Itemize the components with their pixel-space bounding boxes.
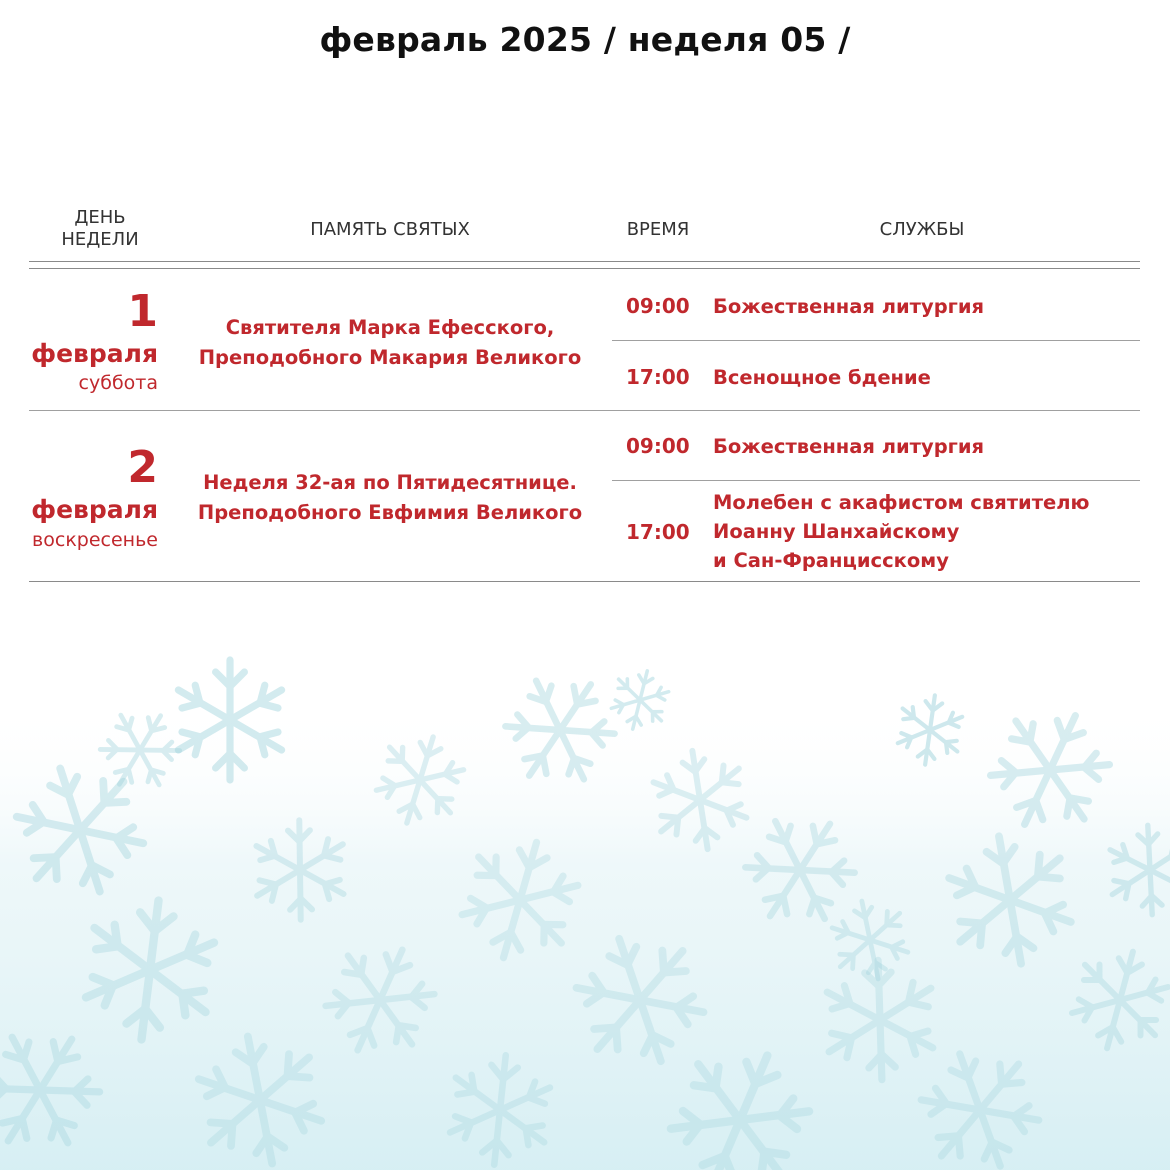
day-month: февраля [31, 495, 158, 524]
service-time: 17:00 [626, 520, 690, 544]
saints-line: Преподобного Макария Великого [198, 346, 582, 369]
service-name: Божественная литургия [713, 295, 985, 318]
service-name-line: Молебен с акафистом святителю [713, 491, 1090, 514]
page-title: февраль 2025 / неделя 05 / [319, 20, 851, 59]
day-weekday: воскресенье [32, 529, 158, 551]
header-day-line1: ДЕНЬ [74, 207, 126, 228]
header-rule-top [29, 261, 1140, 262]
service-time: 17:00 [626, 365, 690, 389]
saints-line: Неделя 32-ая по Пятидесятнице. [203, 471, 577, 494]
service-time: 09:00 [626, 434, 690, 458]
day-weekday: суббота [78, 372, 158, 394]
saints-memory [190, 313, 590, 373]
header-rule-bottom [29, 268, 1140, 269]
day-month: февраля [31, 339, 158, 368]
service-name-line: Иоанну Шанхайскому [713, 520, 960, 543]
snowflakes-decoration [0, 640, 1170, 1170]
service-time: 09:00 [626, 294, 690, 318]
saints-line: Преподобного Евфимия Великого [197, 501, 583, 524]
day-number: 1 [127, 286, 158, 337]
saints-memory [190, 468, 590, 528]
service-name [713, 488, 1133, 575]
header-time: ВРЕМЯ [626, 219, 690, 240]
service-name: Всенощное бдение [713, 366, 931, 389]
service-divider [612, 480, 1140, 481]
service-divider [612, 340, 1140, 341]
service-name: Божественная литургия [713, 435, 985, 458]
day-divider [29, 410, 1140, 411]
saints-line: Святителя Марка Ефесского, [225, 316, 555, 339]
header-saints: ПАМЯТЬ СВЯТЫХ [310, 219, 470, 240]
header-day-of-week [40, 207, 160, 251]
service-name-line: и Сан-Францисскому [713, 549, 949, 572]
table-bottom-rule [29, 581, 1140, 582]
header-day-line2: НЕДЕЛИ [61, 229, 139, 250]
header-services: СЛУЖБЫ [879, 219, 965, 240]
day-number: 2 [127, 442, 158, 493]
